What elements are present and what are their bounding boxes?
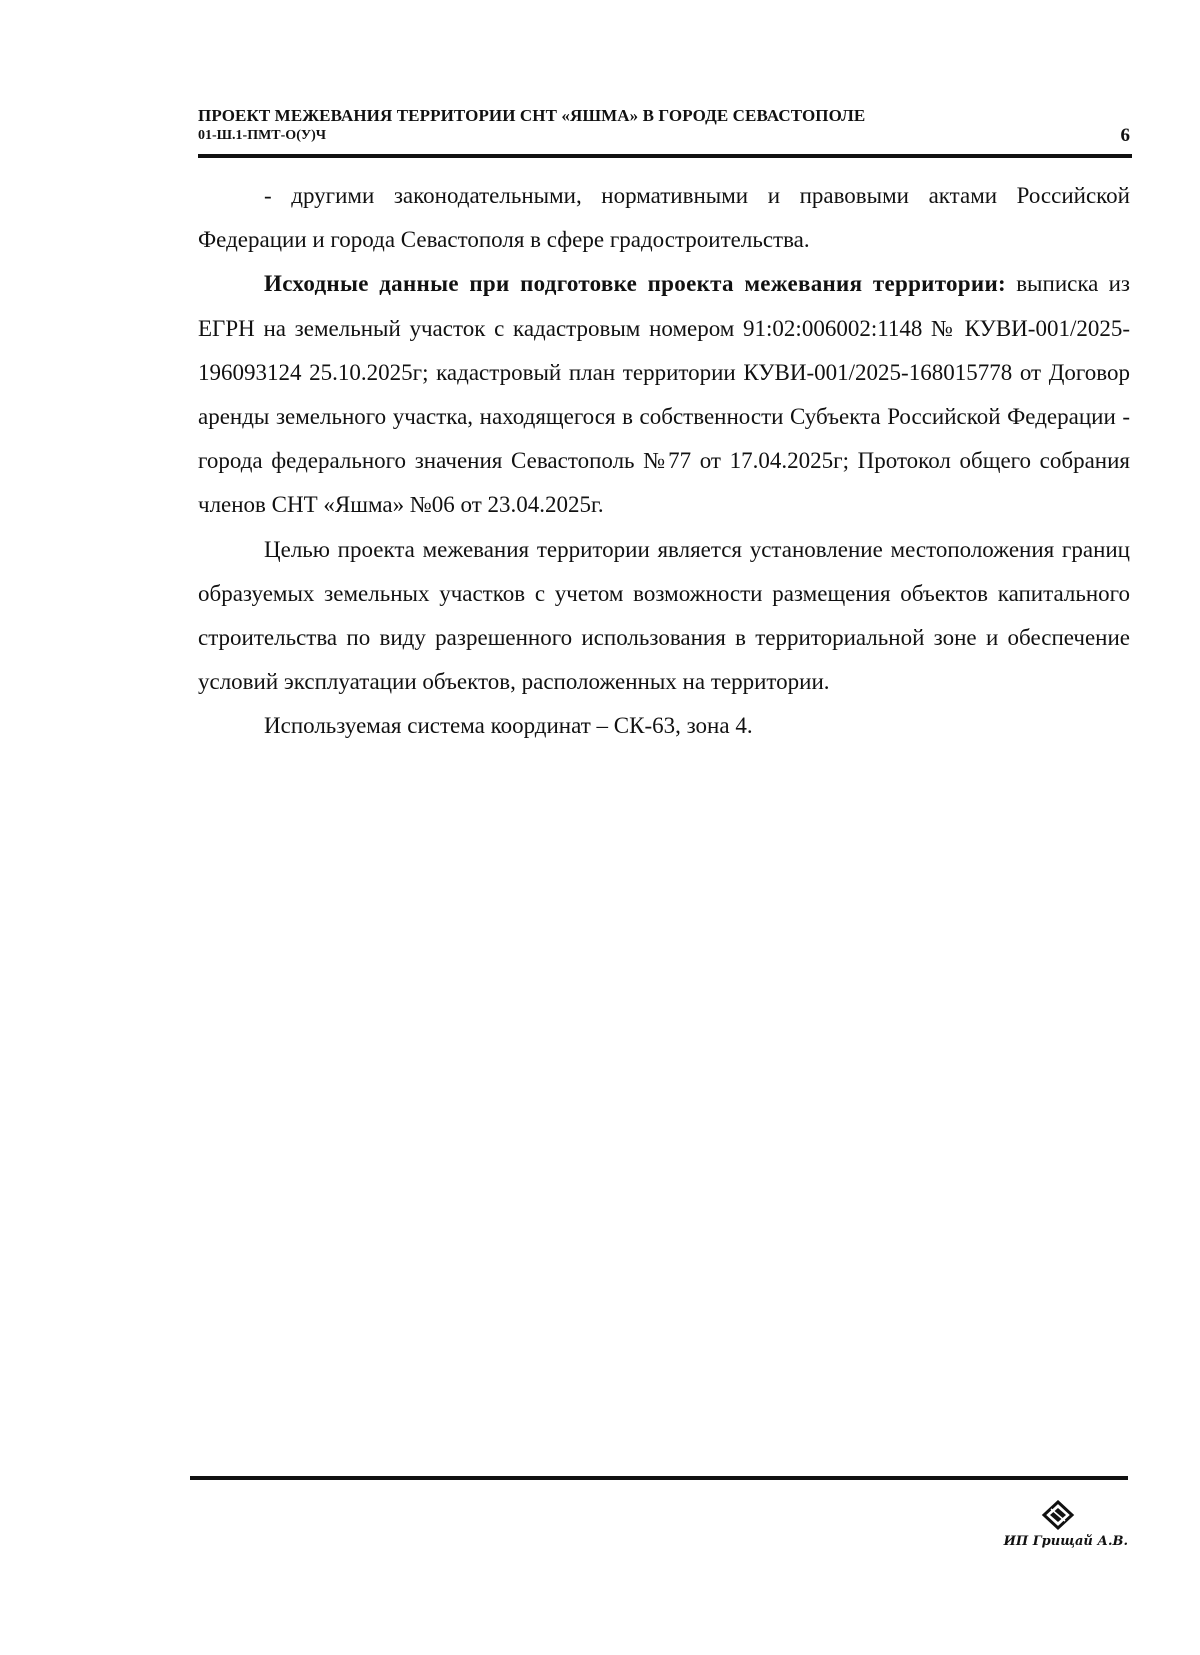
source-data-text: выписка из ЕГРН на земельный участок с кадастровым номером 91:02:006002:1148 № КУВИ-001/2025-196093124 25.10.2025г; кадастровый план территории КУВИ-001/2025-168015778 от Договор аренды земельного участка, находящегося в собственности Субъекта Российской Федерации - города федерального значения Севастополь №77 от 17.04.2025г; Протокол общего собрания членов СНТ «Яшма» №06 от 23.04.2025г. — [198, 271, 1130, 518]
source-data-heading: Исходные данные при подготовке проекта межевания территории: — [264, 271, 1006, 297]
page-number: 6 — [1120, 125, 1130, 146]
paragraph-purpose: Целью проекта межевания территории является установление местоположения границ образуемых земельных участков с учетом возможности размещения объектов капитального строительства по виду разрешенного использования в территориальной зоне и обеспечение условий эксплуатации объектов, расположенных на территории. — [198, 536, 1130, 695]
paragraph-source-data — [198, 262, 1130, 527]
document-title: ПРОЕКТ МЕЖЕВАНИЯ ТЕРРИТОРИИ СНТ «ЯШМА» В ГОРОДЕ СЕВАСТОПОЛЕ — [198, 106, 866, 125]
document-body — [198, 174, 1130, 749]
paragraph-legislation: - другими законодательными, нормативными и правовыми актами Российской Федерации и города Севастополя в сфере градостроительства. — [198, 183, 1130, 253]
footer-stamp — [1000, 1500, 1128, 1560]
header-divider — [198, 154, 1132, 158]
company-signature: ИП Грищай А.В. — [1003, 1534, 1128, 1549]
document-code: 01-Ш.1-ПМТ-О(У)Ч — [198, 128, 327, 143]
diamond-logo-icon — [1040, 1500, 1076, 1532]
paragraph-coordinate-system: Используемая система координат – СК-63, зона 4. — [264, 713, 753, 739]
page-header — [198, 105, 1130, 145]
footer-divider — [190, 1476, 1128, 1480]
